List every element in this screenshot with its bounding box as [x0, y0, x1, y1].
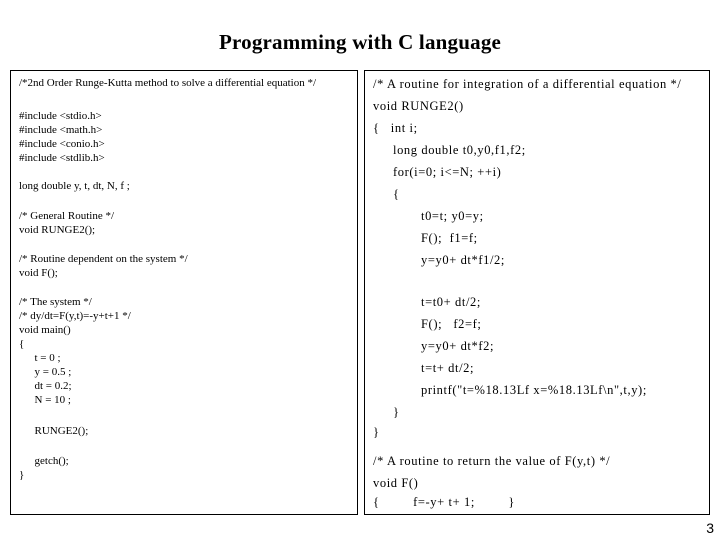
code-line: void main(): [19, 324, 71, 336]
code-line: F(); f1=f;: [421, 231, 478, 245]
code-line: #include <stdlib.h>: [19, 152, 105, 164]
code-line: F(); f2=f;: [421, 317, 482, 331]
code-line: void RUNGE2();: [19, 224, 96, 236]
code-line: {: [19, 338, 25, 350]
code-line: t=t0+ dt/2;: [421, 295, 481, 309]
code-line: {: [393, 187, 400, 201]
code-line: #include <stdio.h>: [19, 110, 102, 122]
code-line: y=y0+ dt*f2;: [421, 339, 495, 353]
code-line: /* A routine for integration of a differential equation */: [373, 77, 682, 91]
code-line: N = 10 ;: [29, 394, 71, 406]
code-line: /* General Routine */: [19, 210, 115, 222]
code-line: void F();: [19, 267, 58, 279]
code-line: /* A routine to return the value of F(y,t) */: [373, 454, 611, 468]
code-line: RUNGE2();: [29, 425, 89, 437]
page-number: 3: [706, 520, 714, 536]
code-line: y = 0.5 ;: [29, 366, 72, 378]
code-line: /*2nd Order Runge-Kutta method to solve a differential equation */: [19, 77, 317, 89]
code-line: long double y, t, dt, N, f ;: [19, 180, 130, 192]
code-line: { int i;: [373, 121, 418, 135]
code-line: t=t+ dt/2;: [421, 361, 475, 375]
code-line: t0=t; y0=y;: [421, 209, 484, 223]
code-line: #include <conio.h>: [19, 138, 105, 150]
code-line: /* Routine dependent on the system */: [19, 253, 188, 265]
code-line: for(i=0; i<=N; ++i): [393, 165, 502, 179]
code-line: t = 0 ;: [29, 352, 61, 364]
code-line: #include <math.h>: [19, 124, 103, 136]
code-line: void F(): [373, 476, 419, 490]
runge2-routine-code-panel: [364, 70, 710, 515]
code-line: { f=-y+ t+ 1; }: [373, 495, 516, 509]
slide-title: Programming with C language: [218, 30, 502, 54]
code-line: }: [393, 405, 400, 419]
code-line: y=y0+ dt*f1/2;: [421, 253, 505, 267]
code-line: }: [19, 469, 25, 481]
code-line: long double t0,y0,f1,f2;: [393, 143, 526, 157]
code-line: }: [373, 425, 380, 439]
code-line: printf("t=%18.13Lf x=%18.13Lf\n",t,y);: [421, 383, 647, 397]
code-line: void RUNGE2(): [373, 99, 464, 113]
code-line: getch();: [29, 455, 69, 467]
main-program-code-panel: [10, 70, 358, 515]
code-line: /* The system */: [19, 296, 92, 308]
code-line: dt = 0.2;: [29, 380, 72, 392]
code-line: /* dy/dt=F(y,t)=-y+t+1 */: [19, 310, 131, 322]
